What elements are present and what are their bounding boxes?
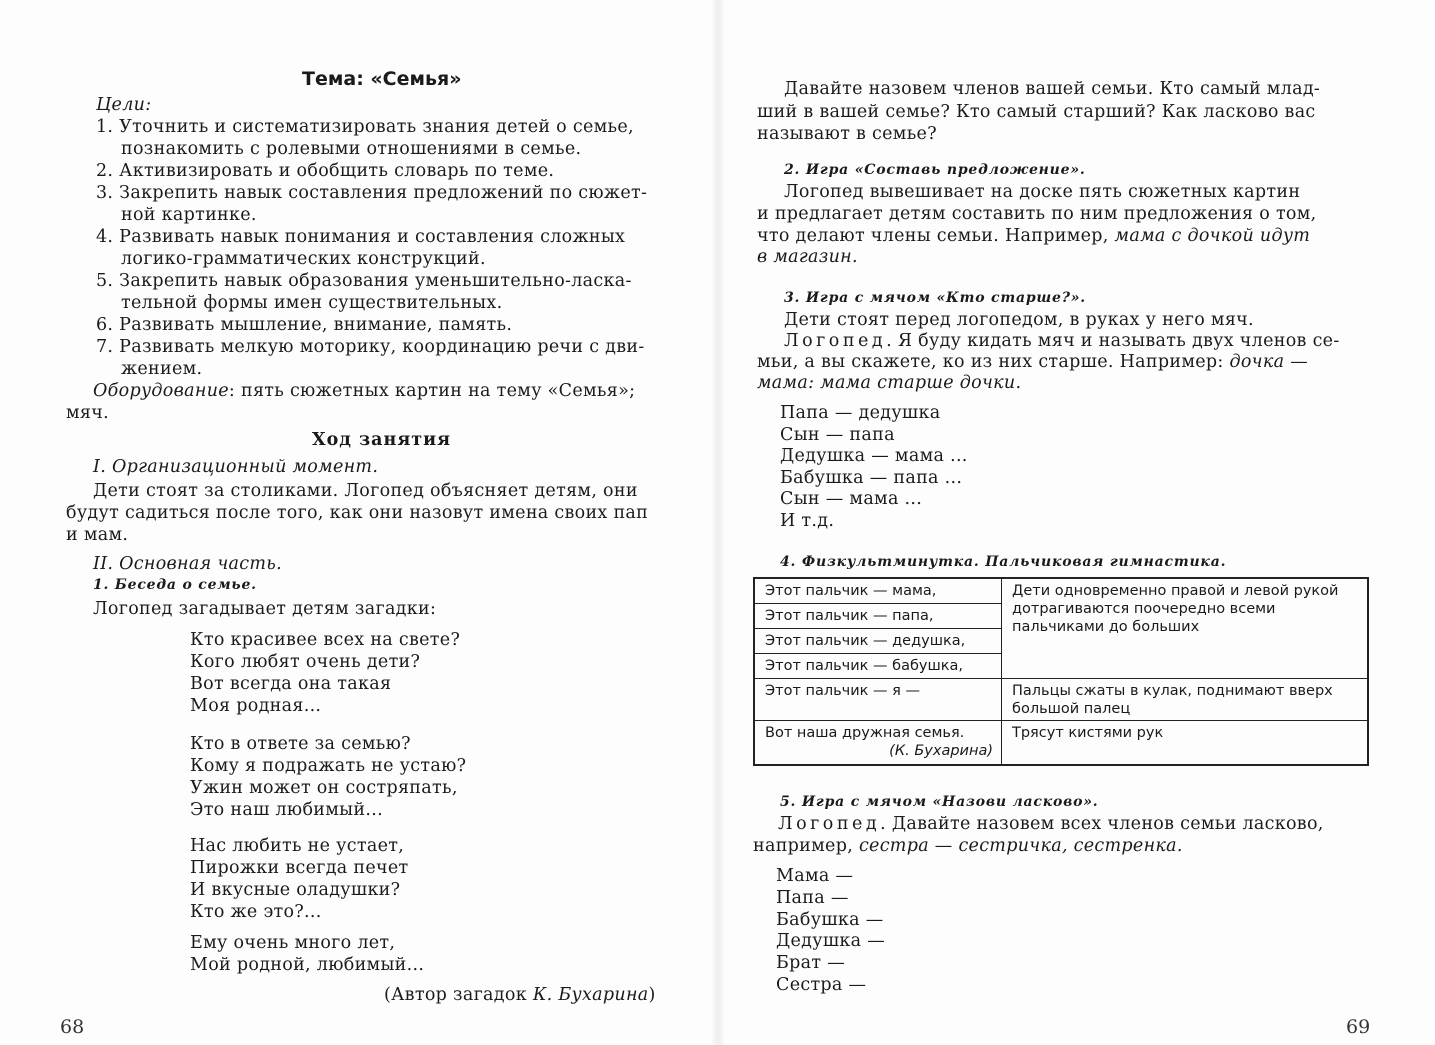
book-gutter xyxy=(712,0,724,1045)
finger-gymnastics-table xyxy=(753,577,1369,766)
table-cell-left: Этот пальчик — мама, xyxy=(754,578,1002,604)
game5-line1 xyxy=(778,813,1324,835)
pair-line: Бабушка — папа ... xyxy=(780,467,963,488)
game3-line2 xyxy=(784,330,1340,352)
riddle-line: Кто в ответе за семью? xyxy=(190,734,411,754)
game5-line2-plain: например, xyxy=(753,836,859,856)
table-cell-right: Трясут кистями рук xyxy=(1002,721,1369,766)
goal-item-line: жением. xyxy=(121,359,203,379)
game3-line3 xyxy=(757,351,1308,373)
goal-item-line: 7. Развивать мелкую моторику, координацию речи с дви- xyxy=(96,337,645,357)
table-cell-right: Дети одновременно правой и левой рукой дотрагиваются поочередно всеми пальчиками до больших xyxy=(1002,578,1369,679)
riddle-line: И вкусные оладушки? xyxy=(190,880,401,900)
pair-line: Папа — дедушка xyxy=(780,403,941,423)
intro-line: называют в семье? xyxy=(757,124,937,144)
riddle-credit-prefix: (Автор загадок xyxy=(384,985,533,1005)
goal-item-line: 2. Активизировать и обобщить словарь по теме. xyxy=(96,161,555,181)
table-cell-left: Этот пальчик — бабушка, xyxy=(754,654,1002,679)
game3-heading: 3. Игра с мячом «Кто старше?». xyxy=(784,290,1086,306)
table-cell-citation: (К. Бухарина) xyxy=(889,743,993,759)
game4-heading: 4. Физкультминутка. Пальчиковая гимнастика. xyxy=(780,554,1227,570)
riddle-line: Мой родной, любимый... xyxy=(190,955,425,975)
game2-line: Логопед вывешивает на доске пять сюжетных картин xyxy=(784,182,1301,202)
equipment-line xyxy=(93,380,635,402)
table-cell-left: Этот пальчик — папа, xyxy=(754,604,1002,629)
game2-example-cont: в магазин. xyxy=(757,247,858,267)
table-cell-left xyxy=(754,721,1002,766)
game3-speaker: Логопед xyxy=(784,331,887,351)
game3-example-cont: мама: мама старше дочки. xyxy=(757,373,1022,393)
goal-item-line: 4. Развивать навык понимания и составления сложных xyxy=(96,227,626,247)
name-line: Брат — xyxy=(776,953,846,974)
game2-heading: 2. Игра «Составь предложение». xyxy=(784,162,1086,178)
riddle-line: Моя родная... xyxy=(190,696,322,716)
goal-item-line: 6. Развивать мышление, внимание, память. xyxy=(96,315,513,335)
goal-item-line: логико-грамматических конструкций. xyxy=(121,249,486,269)
riddle-line: Кто же это?... xyxy=(190,902,322,922)
game5-line2 xyxy=(753,835,1183,857)
equipment-label: Оборудование xyxy=(93,381,229,401)
item1-heading: 1. Беседа о семье. xyxy=(93,577,257,593)
riddle-line: Это наш любимый... xyxy=(190,800,383,820)
equipment-text: : пять сюжетных картин на тему «Семья»; xyxy=(228,381,636,401)
pair-line: Сын — мама ... xyxy=(780,489,923,509)
part2-heading: II. Основная часть. xyxy=(93,554,282,574)
game3-line2-rest: . Я буду кидать мяч и называть двух членов се- xyxy=(886,331,1340,351)
riddle-line: Кто красивее всех на свете? xyxy=(190,630,461,650)
page-number-left: 68 xyxy=(60,1016,85,1038)
goal-item-line: 1. Уточнить и систематизировать знания детей о семье, xyxy=(96,117,634,137)
riddle-line: Кому я подражать не устаю? xyxy=(190,756,467,776)
goals-label: Цели: xyxy=(96,95,152,115)
name-line: Сестра — xyxy=(776,975,867,995)
game5-line1-rest: . Давайте назовем всех членов семьи ласково, xyxy=(880,814,1324,834)
game2-example: мама с дочкой идут xyxy=(1114,226,1311,246)
intro-line: Давайте назовем членов вашей семьи. Кто самый млад- xyxy=(784,79,1321,99)
goal-item-line: тельной формы имен существительных. xyxy=(121,293,503,313)
table-cell-right: Пальцы сжаты в кулак, поднимают вверх большой палец xyxy=(1002,679,1369,721)
name-line: Папа — xyxy=(776,887,849,908)
riddle-credit-suffix: ) xyxy=(648,985,656,1005)
part1-line: Дети стоят за столиками. Логопед объясняет детям, они xyxy=(93,481,638,501)
game5-heading: 5. Игра с мячом «Назови ласково». xyxy=(780,794,1099,810)
table-cell-text: Вот наша дружная семья. xyxy=(765,725,965,741)
riddle-line: Нас любить не устает, xyxy=(190,836,405,856)
game3-example: дочка — xyxy=(1229,352,1309,372)
page-title: Тема: «Семья» xyxy=(302,68,462,90)
riddle-line: Ему очень много лет, xyxy=(190,933,396,953)
section-heading: Ход занятия xyxy=(312,430,452,450)
table-cell-left: Этот пальчик — я — xyxy=(754,679,1002,721)
game2-line xyxy=(757,225,1310,247)
pair-line: Дедушка — мама ... xyxy=(780,446,968,466)
riddle-line: Пирожки всегда печет xyxy=(190,858,409,878)
part1-line: будут садиться после того, как они назовут имена своих пап xyxy=(66,503,649,523)
goal-item-line: познакомить с ролевыми отношениями в семье. xyxy=(121,139,582,159)
goal-item-line: ной картинке. xyxy=(121,205,257,225)
table-cell-left: Этот пальчик — дедушка, xyxy=(754,629,1002,654)
game5-example: сестра — сестричка, сестренка. xyxy=(858,836,1183,856)
name-line: Бабушка — xyxy=(776,909,884,930)
game3-line1: Дети стоят перед логопедом, в руках у него мяч. xyxy=(784,310,1254,330)
riddle-credit xyxy=(384,984,656,1006)
name-line: Дедушка — xyxy=(776,931,886,952)
riddle-line: Вот всегда она такая xyxy=(190,674,392,694)
game2-line3-plain: что делают члены семьи. Например, xyxy=(757,226,1115,246)
goal-item-line: 3. Закрепить навык составления предложений по сюжет- xyxy=(96,183,648,203)
pair-line: Сын — папа xyxy=(780,424,895,445)
part1-heading: I. Организационный момент. xyxy=(93,457,379,477)
page-number-right: 69 xyxy=(1346,1016,1371,1038)
pair-line: И т.д. xyxy=(780,510,835,531)
equipment-text-cont: мяч. xyxy=(66,403,109,423)
riddle-credit-author: К. Бухарина xyxy=(532,985,649,1005)
riddle-line: Ужин может он состряпать, xyxy=(190,778,458,798)
riddle-line: Кого любят очень дети? xyxy=(190,652,421,672)
intro-line: ший в вашей семье? Кто самый старший? Как ласково вас xyxy=(757,102,1316,122)
game3-line3-plain: мьи, а вы скажете, ко из них старше. Например: xyxy=(757,352,1230,372)
item1-intro: Логопед загадывает детям загадки: xyxy=(93,599,437,619)
goal-item-line: 5. Закрепить навык образования уменьшительно-ласка- xyxy=(96,271,632,291)
part1-line: и мам. xyxy=(66,525,129,545)
game5-speaker: Логопед xyxy=(778,814,881,834)
name-line: Мама — xyxy=(776,866,854,886)
game2-line: и предлагает детям составить по ним предложения о том, xyxy=(757,204,1317,224)
